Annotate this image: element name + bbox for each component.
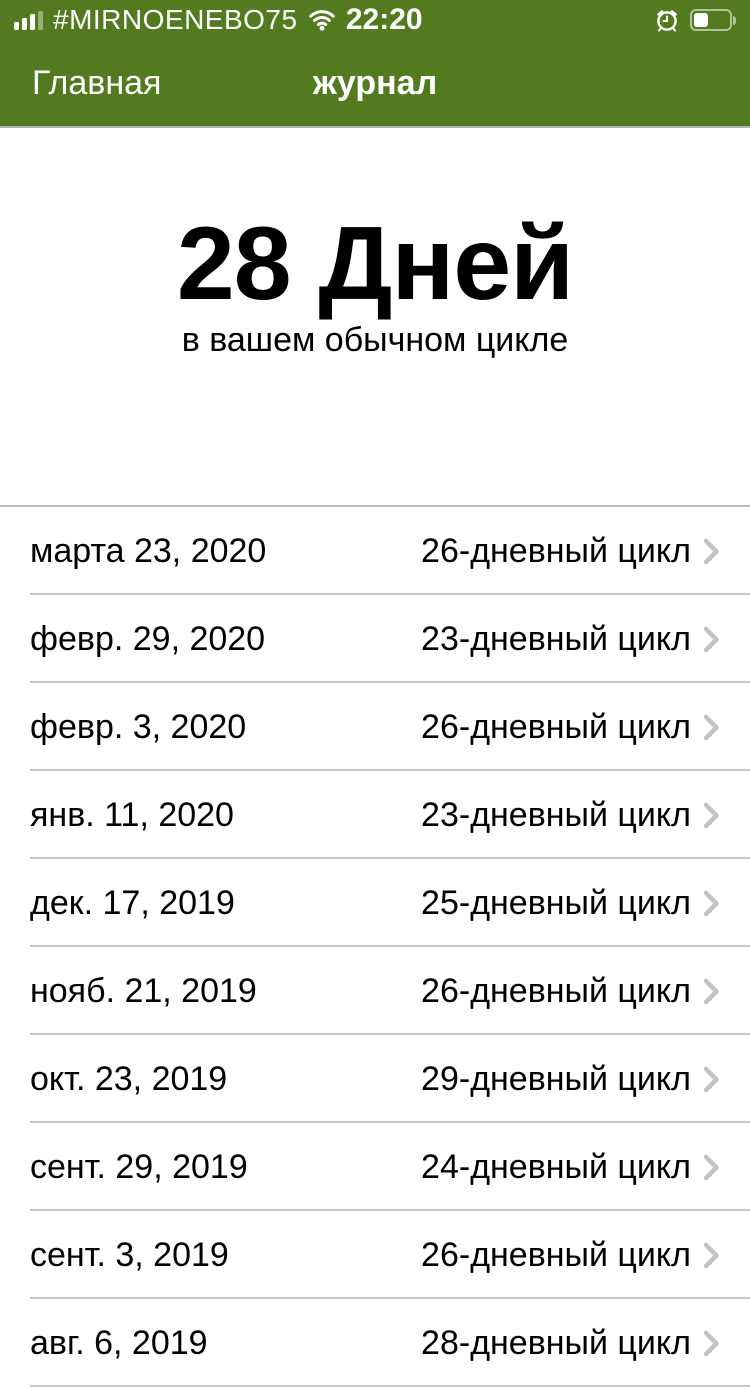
cycle-length: 23-дневный цикл (421, 619, 691, 658)
cycle-length: 26-дневный цикл (421, 531, 691, 570)
chevron-right-icon (703, 1329, 720, 1358)
cycle-length: 24-дневный цикл (421, 1147, 691, 1186)
wifi-icon (308, 9, 336, 31)
alarm-clock-icon (654, 7, 680, 33)
chevron-right-icon (703, 537, 720, 566)
page-title: журнал (312, 63, 438, 102)
cycle-start-date: марта 23, 2020 (30, 531, 267, 570)
average-cycle-days: 28 Дней (176, 206, 574, 322)
cycle-row[interactable] (0, 947, 750, 1035)
cycle-row[interactable] (0, 1211, 750, 1299)
nav-bar (0, 40, 750, 128)
cycle-row[interactable] (0, 1035, 750, 1123)
cycle-length: 26-дневный цикл (421, 1235, 691, 1274)
cycle-start-date: сент. 3, 2019 (30, 1235, 229, 1274)
cycle-row[interactable] (0, 1299, 750, 1387)
chevron-right-icon (703, 889, 720, 918)
clock-time: 22:20 (345, 3, 423, 36)
average-cycle-caption: в вашем обычном цикле (181, 321, 569, 359)
chevron-right-icon (703, 1153, 720, 1182)
cycle-length: 26-дневный цикл (421, 707, 691, 746)
battery-icon (690, 9, 736, 31)
cycle-start-date: авг. 6, 2019 (30, 1323, 208, 1362)
cycle-row[interactable] (0, 859, 750, 947)
chevron-right-icon (703, 1241, 720, 1270)
chevron-right-icon (703, 801, 720, 830)
cycle-start-date: нояб. 21, 2019 (30, 971, 257, 1010)
cycle-start-date: дек. 17, 2019 (30, 883, 235, 922)
cycle-row[interactable] (0, 507, 750, 595)
cycle-row[interactable] (0, 771, 750, 859)
cycle-row[interactable] (0, 683, 750, 771)
status-bar (0, 0, 750, 40)
chevron-right-icon (703, 1065, 720, 1094)
cycle-summary (0, 128, 750, 360)
cycle-start-date: февр. 29, 2020 (30, 619, 266, 658)
cycle-list (0, 505, 750, 1387)
cycle-start-date: сент. 29, 2019 (30, 1147, 248, 1186)
cycle-length: 29-дневный цикл (421, 1059, 691, 1098)
cycle-length: 28-дневный цикл (421, 1323, 691, 1362)
chevron-right-icon (703, 977, 720, 1006)
cycle-start-date: окт. 23, 2019 (30, 1059, 228, 1098)
cycle-row[interactable] (0, 595, 750, 683)
cycle-length: 26-дневный цикл (421, 971, 691, 1010)
back-button-home[interactable]: Главная (32, 63, 162, 102)
chevron-right-icon (703, 625, 720, 654)
cycle-start-date: янв. 11, 2020 (30, 795, 234, 834)
cellular-signal-icon (14, 11, 43, 30)
chevron-right-icon (703, 713, 720, 742)
cycle-length: 25-дневный цикл (421, 883, 691, 922)
cycle-start-date: февр. 3, 2020 (30, 707, 247, 746)
cycle-row[interactable] (0, 1123, 750, 1211)
carrier-label: #MIRNOENEBO75 (53, 4, 298, 35)
cycle-length: 23-дневный цикл (421, 795, 691, 834)
